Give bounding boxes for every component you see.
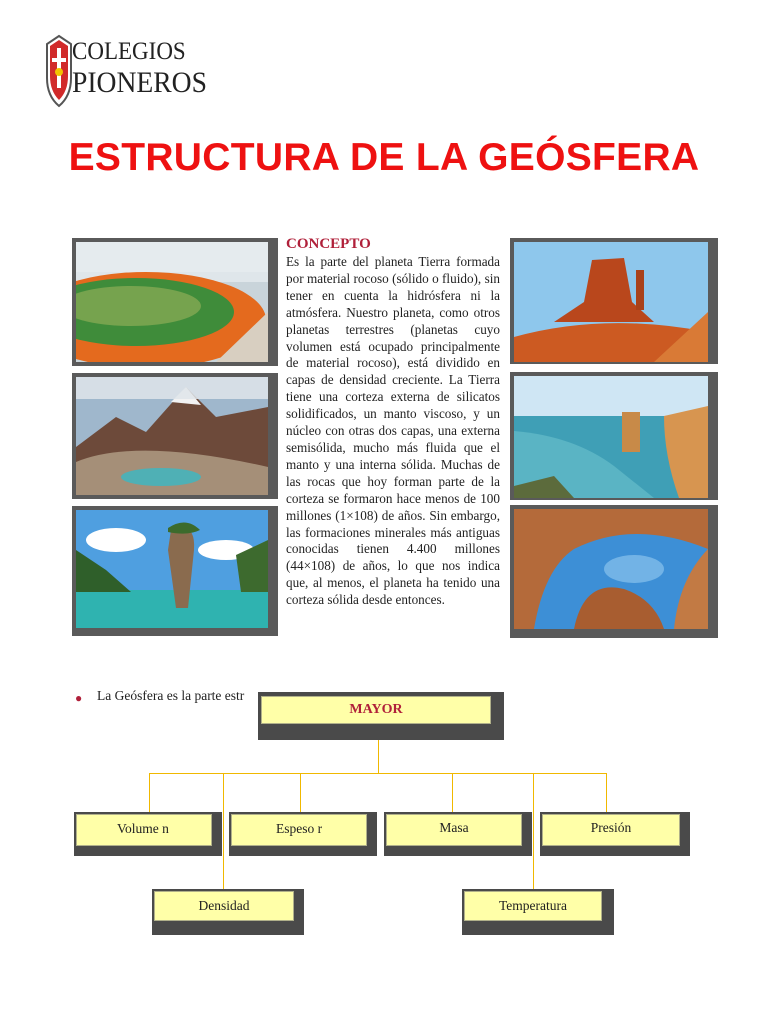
rock-island-photo: [76, 510, 268, 628]
bullet-icon: ●: [75, 691, 83, 705]
concept-heading: CONCEPTO: [286, 236, 371, 252]
connector-line: [378, 740, 379, 774]
photo-frame: [510, 238, 718, 364]
logo-line2: PIONEROS: [72, 66, 207, 99]
node-shadow: [229, 812, 377, 856]
connector-line: [223, 773, 224, 891]
coastal-cliffs-photo: [514, 376, 708, 498]
node-masa: Masa: [386, 814, 522, 846]
node-shadow: [384, 812, 532, 856]
mountain-lake-photo: [76, 377, 268, 495]
connector-line: [606, 773, 607, 813]
node-shadow: [152, 889, 304, 935]
photo-frame: [72, 373, 278, 499]
connector-line: [533, 773, 534, 891]
node-espesor: Espeso r: [231, 814, 367, 846]
root-box-shadow: [258, 692, 504, 740]
node-shadow: [74, 812, 222, 856]
photo-frame: [510, 505, 718, 638]
connector-line: [149, 773, 150, 813]
node-temperatura: Temperatura: [464, 891, 602, 921]
connector-line: [452, 773, 453, 813]
shield-icon: [44, 34, 74, 110]
root-node: MAYOR: [261, 696, 491, 724]
page-title: ESTRUCTURA DE LA GEÓSFERA: [68, 136, 700, 179]
hot-spring-photo: [76, 242, 268, 362]
desert-butte-photo: [514, 242, 708, 362]
node-presion: Presión: [542, 814, 680, 846]
node-shadow: [540, 812, 690, 856]
node-volumen: Volume n: [76, 814, 212, 846]
rock-arch-photo: [514, 509, 708, 629]
connector-line: [300, 773, 301, 813]
bullet-text: La Geósfera es la parte estr: [97, 688, 245, 703]
photo-frame: [72, 506, 278, 636]
connector-line: [149, 773, 607, 774]
photo-frame: [510, 372, 718, 500]
photo-frame: [72, 238, 278, 366]
logo-line1: COLEGIOS: [72, 38, 186, 65]
concept-text: Es la parte del planeta Tierra formada por material rocoso (sólido o fluido), sin tener en cuenta la hidrósfera ni la atmósfera. Nuestro planeta, como otros planetas terrestres (planetas cuyo volumen está ocupado principalmente de material rocoso), está dividido en capas de densidad creciente. La Tierra tiene una corteza externa de silicatos solidificados, un manto viscoso, y un núcleo con otras dos capas, una externa semisólida, mucho más fluida que el manto y una interna sólida. Muchas de las rocas que hoy forman parte de la corteza se formaron hace menos de 100 millones (1×108) de años. Sin embargo, las formaciones minerales más antiguas conocidas tienen 4.400 millones (44×108) de años, lo que nos indica que, al menos, el planeta ha tenido una corteza sólida desde entonces.: [286, 254, 500, 608]
node-shadow: [462, 889, 614, 935]
node-densidad: Densidad: [154, 891, 294, 921]
